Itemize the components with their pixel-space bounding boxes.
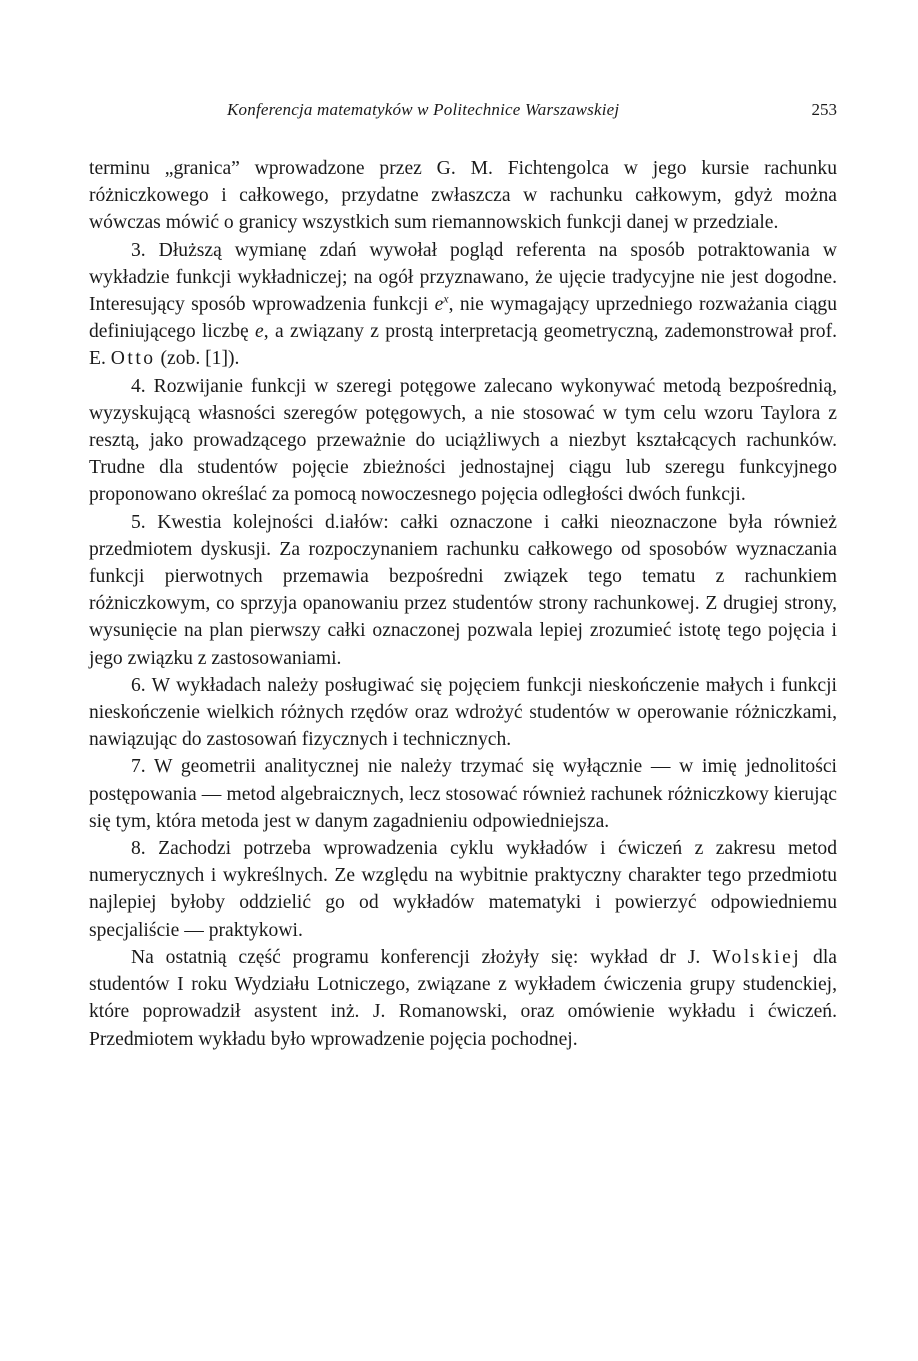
p3-text-4: (zob. [1]). [155, 348, 240, 370]
body-text [89, 155, 837, 1053]
author-name-otto: Otto [110, 348, 156, 370]
math-e: e [255, 321, 264, 343]
paragraph-item-3 [89, 237, 837, 373]
p3-text-2: , nie wymagający uprzedniego rozważania ciągu definiującego liczbę [89, 294, 837, 343]
paragraph-closing [89, 944, 837, 1053]
page [89, 100, 837, 1053]
p3-text-3: , a związany z prostą interpretacją geometryczną, zademonstrował prof. E. [89, 321, 837, 370]
paragraph-continuation: terminu „granica” wprowadzone przez G. M. Fichtengolca w jego kursie rachunku różniczkowego i całkowego, przydatne zwłaszcza w rachunku całkowym, gdyż można wówczas mówić o granicy wszystkich sum riemannowskich funkcji danej w przedziale. [89, 158, 837, 234]
p9-text-1: Na ostatnią część programu konferencji złożyły się: wykład dr J. [131, 946, 713, 968]
p9-text-2: dla studentów I roku Wydziału Lotniczego, związane z wykładem ćwiczenia grupy studenckiej, które poprowadził asystent inż. J. Romanowski, oraz omówienie wykładu i ćwiczeń. Przedmiotem wykładu było wprowadzenie pojęcia pochodnej. [89, 946, 837, 1050]
paragraph-item-4: 4. Rozwijanie funkcji w szeregi potęgowe zalecano wykonywać metodą bezpośrednią, wyzyskującą własności szeregów potęgowych, a nie stosować w tym celu wzoru Taylora z resztą, jako prowadzącego przeważnie do uciążliwych a niezbyt kształcących rachunków. Trudne dla studentów pojęcie zbieżności jednostajnej ciągu lub szeregu funkcyjnego proponowano określać za pomocą nowoczesnego pojęcia odległości dwóch funkcji. [89, 375, 837, 506]
paragraph-item-5: 5. Kwestia kolejności d.iałów: całki oznaczone i całki nieoznaczone była również przedmiotem dyskusji. Za rozpoczynaniem rachunku całkowego od sposobów wyznaczania funkcji pierwotnych przemawia bezpośredni związek tego tematu z rachunkiem różniczkowym, co sprzyja opanowaniu przez studentów strony rachunkowej. Z drugiej strony, wysunięcie na plan pierwszy całki oznaczonej pozwala lepiej zrozumieć istotę tego pojęcia i jego związku z zastosowaniami. [89, 511, 837, 669]
running-title: Konferencja matematyków w Politechnice Warszawskiej [227, 100, 620, 119]
math-exp-base: e [434, 294, 444, 316]
paragraph-item-6: 6. W wykładach należy posługiwać się pojęciem funkcji nieskończenie małych i funkcji nieskończenie wielkich różnych rzędów oraz wdrożyć studentów w operowanie różniczkami, nawiązując do zastosowań fizycznych i technicznych. [89, 674, 837, 751]
paragraph-item-7: 7. W geometrii analitycznej nie należy trzymać się wyłącznie — w imię jednolitości postępowania — metod algebraicznych, lecz stosować również rachunek różniczkowy kierując się tym, która metoda jest w danym zagadnieniu odpowiedniejsza. [89, 756, 837, 832]
running-head [89, 100, 837, 122]
author-name-wolska: Wolskiej [712, 946, 802, 968]
page-number: 253 [811, 100, 837, 119]
paragraph-item-8: 8. Zachodzi potrzeba wprowadzenia cyklu wykładów i ćwiczeń z zakresu metod numerycznych i wykreślnych. Ze względu na wybitnie praktyczny charakter tego przedmiotu najlepiej byłoby oddzielić go od wykładów matematyki i powierzyć odpowiedniemu specjaliście — praktykowi. [89, 838, 837, 941]
math-exp-superscript: x [443, 291, 449, 306]
p3-text-1: 3. Dłuższą wymianę zdań wywołał pogląd referenta na sposób potraktowania w wykładzie funkcji wykładniczej; na ogół przyznawano, że ujęcie tradycyjne nie jest dogodne. Interesujący sposób wprowadzenia funkcji [89, 239, 837, 316]
